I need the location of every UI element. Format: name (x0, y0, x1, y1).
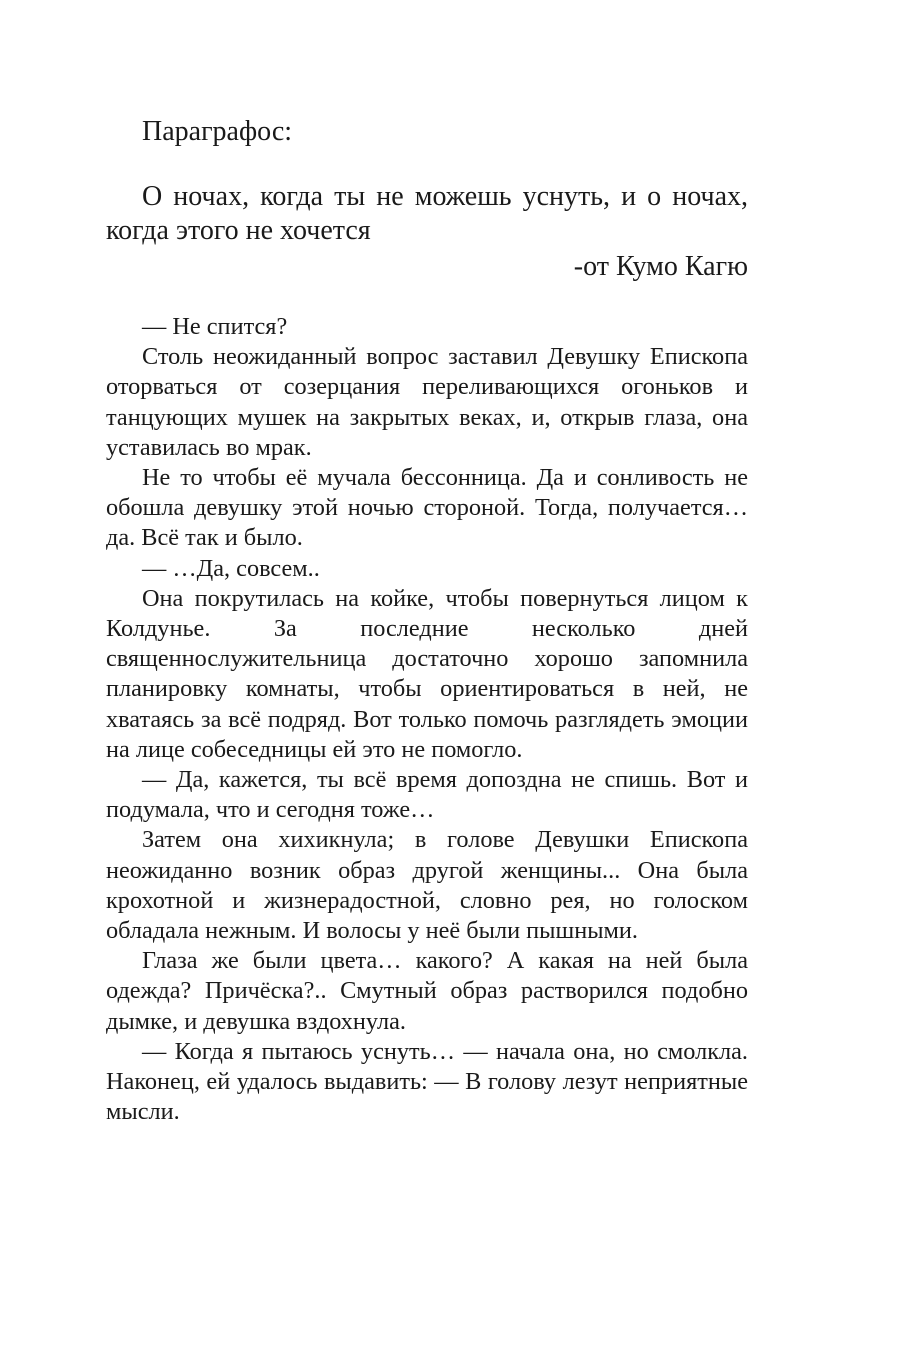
paragraph: — Когда я пытаюсь уснуть… — начала она, но смолкла. Наконец, ей удалось выдавить: — В голову лезут неприятные мысли. (106, 1037, 748, 1126)
paragraph: Она покрутилась на койке, чтобы повернуться лицом к Колдунье. За последние несколько дней священнослужительница достаточно хорошо запомнила планировку комнаты, чтобы ориентироваться в ней, не хватаясь за всё подряд. Вот только помочь разглядеть эмоции на лице собеседницы ей это не помогло. (106, 584, 748, 763)
paragraph: — …Да, совсем.. (142, 554, 320, 582)
paragraph: Не то чтобы её мучала бессонница. Да и сонливость не обошла девушку этой ночью стороной. Тогда, получается… да. Всё так и было. (106, 464, 748, 552)
paragraph: — Да, кажется, ты всё время допоздна не спишь. Вот и подумала, что и сегодня тоже… (106, 766, 748, 824)
paragraph: Столь неожиданный вопрос заставил Девушку Епископа оторваться от созерцания переливающихся огоньков и танцующих мушек на закрытых веках, и, открыв глаза, она уставилась во мрак. (106, 343, 748, 461)
book-page (106, 0, 748, 1350)
paragraph: Глаза же были цвета… какого? А какая на ней была одежда? Причёска?.. Смутный образ растворился подобно дымке, и девушка вздохнула. (106, 947, 748, 1035)
body-text (106, 312, 748, 1127)
section-heading: Параграфос: (142, 116, 293, 147)
paragraph: Затем она хихикнула; в голове Девушки Епископа неожиданно возник образ другой женщины... Она была крохотной и жизнерадостной, словно рея, но голоском обладала нежным. И волосы у неё были пышными. (106, 826, 748, 945)
chapter-title: О ночах, когда ты не можешь уснуть, и о ночах, когда этого не хочется (106, 181, 748, 246)
author-byline: -от Кумо Кагю (573, 251, 748, 282)
paragraph: — Не спится? (142, 313, 288, 340)
